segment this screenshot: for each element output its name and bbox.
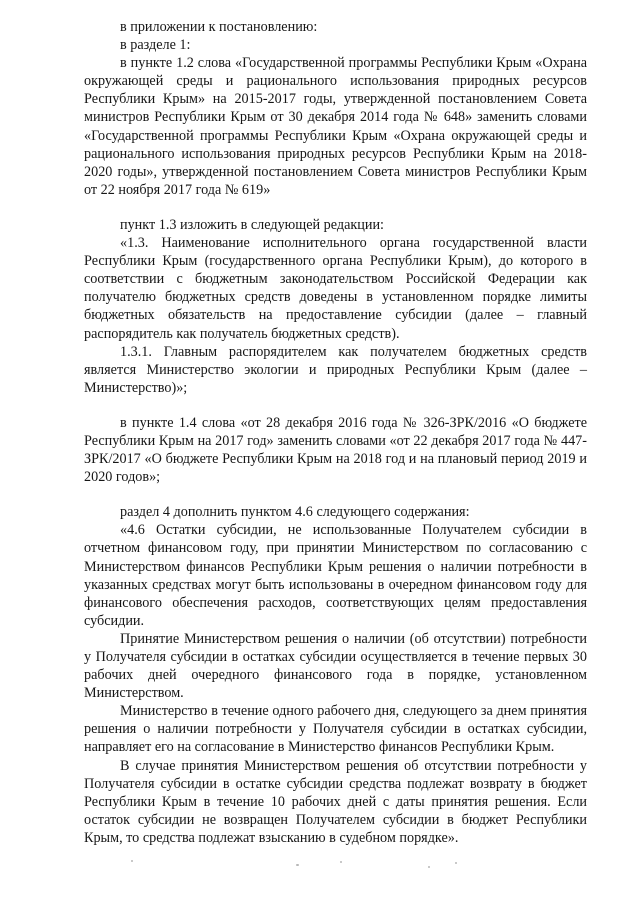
paragraph-clause-1-3-intro: пункт 1.3 изложить в следующей редакции:	[120, 216, 384, 233]
paragraph-clause-1-2: в пункте 1.2 слова «Государственной программы Республики Крым «Охрана окружающей среды и рационального использования природных ресурсов Республики Крым» на 2015-2017 годы, утвержденной постановлением Совета министров Республики Крым от 30 декабря 2014 года № 648» заменить словами «Государственной программы Республики Крым «Охрана окружающей среды и рационального использования природных ресурсов Республики Крым на 2018-2020 годы», утвержденной постановлением Совета министров Республики Крым от 22 ноября 2017 года № 619»	[84, 55, 587, 198]
scan-speck	[428, 866, 430, 868]
paragraph-decision-timing: Принятие Министерством решения о наличии (об отсутствии) потребности у Получателя субсидии в остатках субсидии осуществляется в течение первых 30 рабочих дней очередного финансового года в порядке, установленном Министерством.	[84, 630, 587, 702]
scan-speck	[296, 864, 299, 866]
scan-speck	[131, 860, 133, 862]
paragraph-ministry-approval: Министерство в течение одного рабочего дня, следующего за днем принятия решения о наличии потребности у Получателя субсидии в остатках субсидии, направляет его на согласование в Министерство финансов Республики Крым.	[84, 703, 587, 756]
paragraph-clause-4-6: «4.6 Остатки субсидии, не использованные Получателем субсидии в отчетном финансовом году, при принятии Министерством по согласованию с Министерством финансов Республики Крым решения о наличии потребности в указанных средствах могут быть использованы в очередном финансовом году для финансового обеспечения расходов, соответствующих целям предоставления субсидии.	[84, 522, 587, 629]
paragraph-clause-1-4: в пункте 1.4 слова «от 28 декабря 2016 года № 326-ЗРК/2016 «О бюджете Республики Крым на 2017 год» заменить словами «от 22 декабря 2017 года № 447-ЗРК/2017 «О бюджете Республики Крым на 2018 год и на плановый период 2019 и 2020 годов»;	[84, 414, 587, 486]
paragraph-section-1: в разделе 1:	[120, 37, 191, 54]
scan-speck	[455, 862, 457, 864]
paragraph-clause-1-3: «1.3. Наименование исполнительного органа государственной власти Республики Крым (государственного органа Республики Крым), до которого в соответствии с бюджетным законодательством Российской Федерации как получателю бюджетных средств доведены в установленном порядке лимиты бюджетных обязательств на предоставление субсидии (далее – главный распорядитель как получатель бюджетных средств).	[84, 235, 587, 342]
paragraph-clause-1-3-1: 1.3.1. Главным распорядителем как получателем бюджетных средств является Министерство экологии и природных Республики Крым (далее – Министерство)»;	[84, 343, 587, 396]
paragraph-refund-procedure: В случае принятия Министерством решения об отсутствии потребности у Получателя субсидии в остатке субсидии средства подлежат возврату в бюджет Республики Крым в течение 10 рабочих дней с даты принятия решения. Если остаток субсидии не возвращен Получателем субсидии в бюджет Республики Крым, то средства подлежат взысканию в судебном порядке».	[84, 757, 587, 846]
document-body	[84, 18, 587, 847]
scan-speck	[340, 861, 342, 863]
paragraph-section-4-intro: раздел 4 дополнить пунктом 4.6 следующего содержания:	[120, 504, 470, 521]
paragraph-appendix-intro: в приложении к постановлению:	[120, 19, 318, 35]
